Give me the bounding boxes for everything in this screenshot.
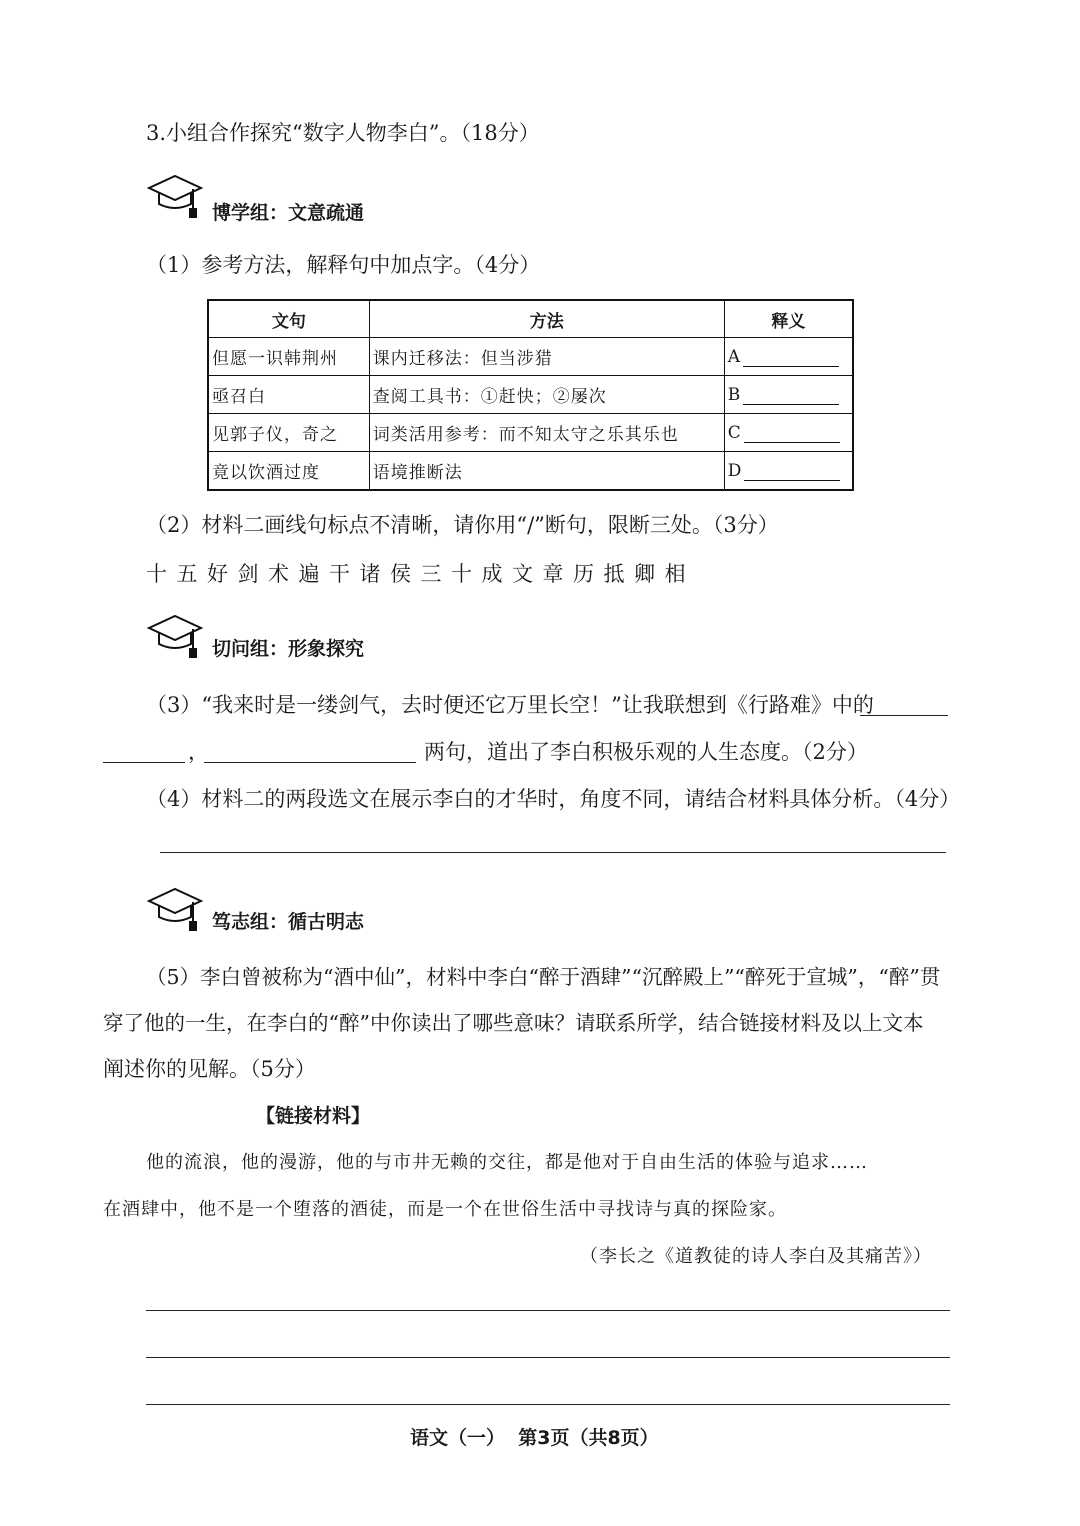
answer-blank[interactable] xyxy=(744,464,840,481)
table-cell-answer xyxy=(724,452,853,491)
table-cell-sentence: 亟召白 xyxy=(208,376,369,414)
answer-blank[interactable] xyxy=(743,350,839,367)
q3-blank-b[interactable] xyxy=(103,762,185,763)
q2-prompt: （2）材料二画线句标点不清晰，请你用“/”断句，限断三处。（3分） xyxy=(146,513,779,537)
table-cell-sentence: 见郭子仪，奇之 xyxy=(208,414,369,452)
link-line1: 他的流浪，他的漫游，他的与市井无赖的交往，都是他对于自由生活的体验与追求…… xyxy=(146,1152,868,1173)
q2-text: 十五好剑术遍干诸侯三十成文章历抵卿相 xyxy=(146,562,695,586)
q3-blank-c[interactable] xyxy=(204,762,416,763)
page-footer: 语文（一） 第3页（共8页） xyxy=(410,1427,659,1449)
group3-heading: 笃志组：循古明志 xyxy=(212,911,365,933)
q5-line3: 阐述你的见解。（5分） xyxy=(103,1057,316,1081)
link-source: （李长之《道教徒的诗人李白及其痛苦》） xyxy=(580,1246,932,1267)
table-header-cell: 释义 xyxy=(724,300,853,338)
q5-line2: 穿了他的一生，在李白的“醉”中你读出了哪些意味？请联系所学，结合链接材料及以上文本 xyxy=(103,1011,924,1035)
table-cell-method: 查阅工具书：①赶快；②屡次 xyxy=(369,376,724,414)
group1-header xyxy=(146,170,204,222)
explanation-table xyxy=(207,299,854,491)
table-cell-sentence: 但愿一识韩荆州 xyxy=(208,338,369,376)
q5-line1: （5）李白曾被称为“酒中仙”，材料中李白“醉于酒肆”“沉醉殿上”“醉死于宣城”，“醉”贯 xyxy=(146,965,941,989)
group2-heading: 切问组：形象探究 xyxy=(212,638,365,660)
graduation-cap-icon xyxy=(146,610,204,662)
answer-label: C xyxy=(727,422,742,443)
q1-prompt: （1）参考方法，解释句中加点字。（4分） xyxy=(146,253,541,277)
table-header-cell: 文句 xyxy=(208,300,369,338)
q3-separator: ， xyxy=(188,740,209,764)
q4-answer-line[interactable] xyxy=(160,852,946,853)
answer-label: A xyxy=(727,346,741,367)
link-line2: 在酒肆中，他不是一个堕落的酒徒，而是一个在世俗生活中寻找诗与真的探险家。 xyxy=(103,1199,787,1220)
answer-blank[interactable] xyxy=(743,388,839,405)
answer-line[interactable] xyxy=(146,1310,950,1311)
table-cell-answer xyxy=(724,338,853,376)
answer-line[interactable] xyxy=(146,1404,950,1405)
table-cell-answer xyxy=(724,376,853,414)
table-row xyxy=(208,338,853,376)
graduation-cap-icon xyxy=(146,170,204,222)
table-row xyxy=(208,376,853,414)
group1-heading: 博学组：文意疏通 xyxy=(212,202,365,224)
link-title: 【链接材料】 xyxy=(256,1105,371,1127)
q3-line2: 两句，道出了李白积极乐观的人生态度。（2分） xyxy=(424,740,868,764)
question-title: 3.小组合作探究“数字人物李白”。（18分） xyxy=(146,121,540,145)
answer-line[interactable] xyxy=(146,1357,950,1358)
table-cell-answer xyxy=(724,414,853,452)
q3-line1: （3）“我来时是一缕剑气，去时便还它万里长空！”让我联想到《行路难》中的 xyxy=(146,693,874,717)
graduation-cap-icon xyxy=(146,883,204,935)
table-row xyxy=(208,452,853,491)
table-cell-method: 语境推断法 xyxy=(369,452,724,491)
q3-blank-a[interactable] xyxy=(860,715,948,716)
table-header-cell: 方法 xyxy=(369,300,724,338)
table-row xyxy=(208,414,853,452)
answer-blank[interactable] xyxy=(744,426,840,443)
table-cell-sentence: 竟以饮酒过度 xyxy=(208,452,369,491)
group3-header xyxy=(146,883,204,935)
answer-label: D xyxy=(727,460,743,481)
table-cell-method: 课内迁移法：但当涉猎 xyxy=(369,338,724,376)
answer-label: B xyxy=(727,384,742,405)
q4-prompt: （4）材料二的两段选文在展示李白的才华时，角度不同，请结合材料具体分析。（4分） xyxy=(146,787,961,811)
group2-header xyxy=(146,610,204,662)
table-cell-method: 词类活用参考：而不知太守之乐其乐也 xyxy=(369,414,724,452)
table-header-row xyxy=(208,300,853,338)
